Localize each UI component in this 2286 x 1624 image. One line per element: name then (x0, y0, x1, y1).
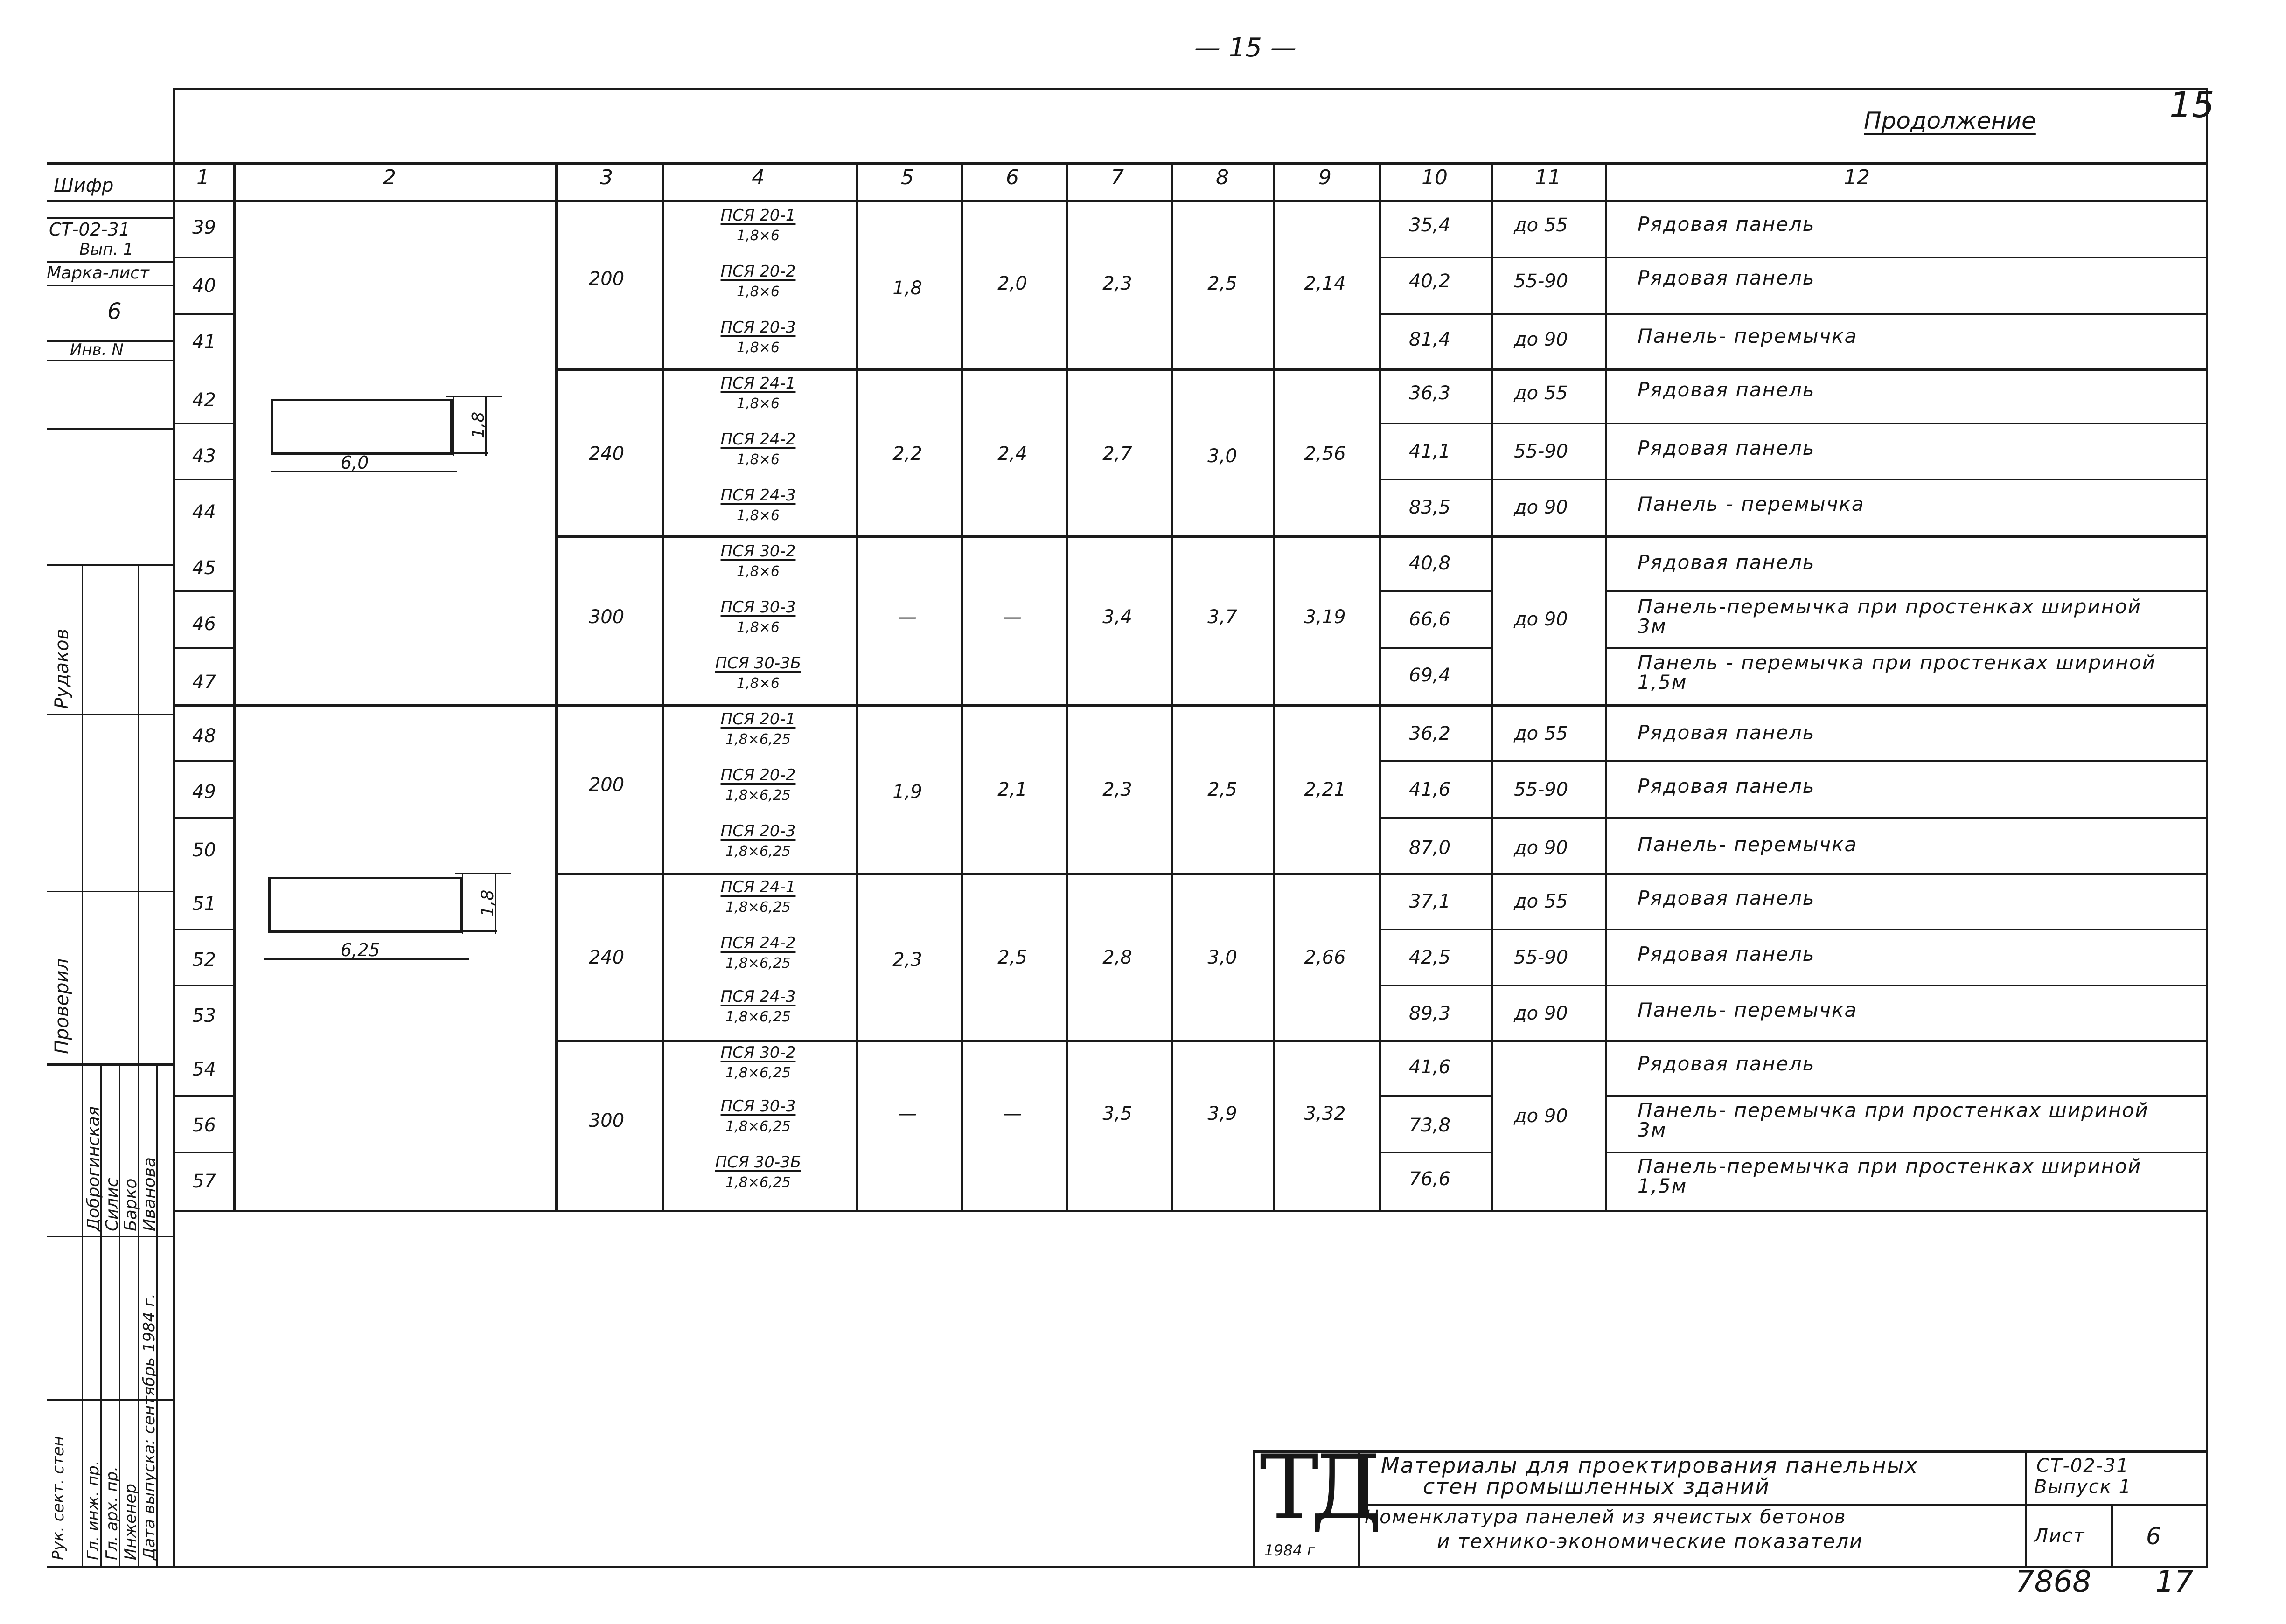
value-c9: 3,32 (1304, 1103, 1346, 1124)
value-c9: 2,56 (1304, 443, 1346, 465)
signature-role: Инженер (121, 1484, 140, 1560)
subtitle-line-2: и технико-экономические показатели (1437, 1530, 1863, 1553)
row-line (173, 479, 233, 480)
row-number: 53 (192, 1005, 216, 1027)
cipher-label: Шифр (54, 175, 114, 196)
panel-weight: 40,2 (1409, 271, 1451, 292)
col-line (662, 162, 664, 1210)
row-line (1379, 479, 2208, 480)
panel-weight: 87,0 (1409, 837, 1451, 859)
wall-range: до 90 (1514, 1003, 1568, 1024)
column-header: 10 (1422, 166, 1448, 189)
panel-weight: 66,6 (1409, 609, 1451, 630)
col-line (1491, 162, 1493, 1210)
column-header: 5 (901, 166, 914, 189)
column-header: 3 (600, 166, 613, 189)
panel-weight: 76,6 (1409, 1168, 1451, 1190)
row-number: 47 (192, 672, 216, 693)
value-c6: — (1003, 1103, 1022, 1124)
company-logo: ТД (1260, 1436, 1374, 1539)
panel-weight: 41,6 (1409, 779, 1451, 800)
row-number: 48 (192, 725, 216, 747)
title-line-1: Материалы для проектирования панельных (1381, 1453, 1918, 1478)
value-c8: 2,5 (1207, 273, 1237, 294)
wall-range: до 90 (1514, 837, 1568, 859)
row-line (1379, 590, 1491, 592)
row-number: 46 (192, 613, 216, 635)
panel-mark: ПСЯ 24-3 1,8×6 (720, 486, 796, 524)
value-c6: 2,4 (997, 443, 1027, 465)
panel-description: Рядовая панель (1638, 943, 1815, 965)
wall-range: до 90 (1514, 497, 1568, 518)
logo-year: 1984 г (1264, 1541, 1315, 1559)
col-line (961, 162, 963, 1210)
value-c9: 3,19 (1304, 606, 1346, 628)
column-header: 4 (752, 166, 765, 189)
frame-left-line (173, 88, 175, 1568)
value-c8: 2,5 (1207, 779, 1237, 800)
col-line (856, 162, 858, 1210)
panel-weight: 69,4 (1409, 665, 1451, 686)
column-header: 12 (1844, 166, 1870, 189)
row-number: 57 (192, 1171, 216, 1192)
col-line (1171, 162, 1173, 1210)
value-c7: 2,7 (1102, 443, 1132, 465)
panel-mark: ПСЯ 20-2 1,8×6 (720, 262, 796, 300)
frame-bottom-line (47, 1566, 2208, 1568)
wall-range: до 55 (1514, 215, 1568, 236)
value-c8: 3,7 (1207, 606, 1237, 628)
value-c5: 1,8 (892, 278, 922, 299)
row-line (173, 313, 233, 315)
panel-weight: 83,5 (1409, 497, 1451, 518)
row-number: 45 (192, 557, 216, 579)
panel-description: Панель- перемычка (1638, 325, 1858, 347)
value-c7: 3,4 (1102, 606, 1132, 628)
row-line (1605, 1152, 2208, 1153)
row-number: 51 (192, 893, 216, 915)
panel-weight: 41,1 (1409, 441, 1451, 462)
row-number: 54 (192, 1059, 216, 1080)
panel-description: Рядовая панель (1638, 887, 1815, 909)
value-c5: — (898, 1103, 917, 1124)
panel-mark: ПСЯ 24-2 1,8×6 (720, 430, 796, 468)
sheet-corner-number: 15 (2169, 84, 2215, 125)
panel-description: Панель - перемычка (1638, 493, 1865, 515)
document-code: СТ-02-31 (2036, 1455, 2130, 1477)
panel-mark: ПСЯ 30-2 1,8×6 (720, 542, 796, 580)
panel-description: Рядовая панель (1638, 721, 1815, 744)
row-line (1379, 929, 2208, 930)
panel-description: Панель- перемычка при простенках шириной 3м (1638, 1099, 2149, 1141)
column-header: 1 (196, 166, 209, 189)
row-line (1605, 590, 2208, 592)
row-line (173, 590, 233, 592)
wall-thickness: 300 (588, 606, 625, 628)
row-line (173, 647, 233, 649)
row-line (1379, 985, 2208, 986)
panel-description: Рядовая панель (1638, 1052, 1815, 1075)
panel-width-label: 6,0 (341, 452, 369, 473)
panel-description: Рядовая панель (1638, 213, 1815, 236)
sheet-label: Лист (2034, 1525, 2085, 1547)
wall-range: 55-90 (1514, 779, 1568, 800)
value-c5: 2,2 (892, 443, 922, 465)
column-header: 6 (1006, 166, 1019, 189)
row-number: 49 (192, 781, 216, 803)
panel-mark: ПСЯ 30-3 1,8×6 (720, 598, 796, 636)
panel-description: Рядовая панель (1638, 437, 1815, 459)
document-issue: Выпуск 1 (2034, 1476, 2132, 1498)
row-line (1379, 1152, 1491, 1153)
value-c7: 2,3 (1102, 779, 1132, 800)
signature-name: Иванова (140, 1157, 159, 1231)
sheet-value: 6 (2146, 1523, 2162, 1550)
wall-range: 55-90 (1514, 947, 1568, 968)
panel-width-label: 6,25 (341, 940, 380, 960)
panel-weight: 40,8 (1409, 553, 1451, 574)
continuation-label: Продолжение (1864, 107, 2036, 134)
wall-thickness: 240 (588, 947, 625, 968)
panel-mark: ПСЯ 24-3 1,8×6,25 (720, 987, 796, 1025)
value-c8: 3,0 (1207, 445, 1237, 467)
panel-description: Рядовая панель (1638, 551, 1815, 574)
row-number: 40 (192, 275, 216, 297)
panel-weight: 37,1 (1409, 891, 1451, 912)
page-number: — 15 — (1194, 33, 1296, 63)
value-c5: — (898, 606, 917, 628)
group-line (173, 704, 2208, 707)
row-line (1379, 313, 2208, 315)
row-line (1379, 817, 2208, 819)
mark-sheet-value: 6 (107, 298, 122, 325)
group-line (555, 368, 2208, 371)
col-line (1066, 162, 1068, 1210)
col-line (1379, 162, 1381, 1210)
value-c5: 1,9 (892, 781, 922, 803)
signature-role: Гл. инж. пр. (84, 1460, 103, 1560)
column-header: 2 (383, 166, 396, 189)
panel-mark: ПСЯ 30-3Б 1,8×6 (715, 654, 801, 692)
panel-mark: ПСЯ 24-2 1,8×6,25 (720, 934, 796, 972)
column-header: 7 (1111, 166, 1124, 189)
wall-thickness: 200 (588, 268, 625, 290)
col-line (1605, 162, 1607, 1210)
value-c6: 2,0 (997, 273, 1027, 294)
panel-weight: 73,8 (1409, 1115, 1451, 1136)
panel-weight: 36,2 (1409, 723, 1451, 744)
row-line (173, 1095, 233, 1097)
panel-description: Панель- перемычка (1638, 833, 1858, 856)
col-line (233, 162, 236, 1210)
value-c8: 3,0 (1207, 947, 1237, 968)
column-header: 8 (1216, 166, 1229, 189)
value-c6: 2,1 (997, 779, 1027, 800)
signature-name: Силис (103, 1178, 122, 1231)
panel-height-label: 1,8 (478, 889, 497, 916)
row-line (173, 985, 233, 986)
subtitle-line-1: Номенклатура панелей из ячеистых бетонов (1365, 1506, 1847, 1528)
signature-name: Доброгинская (84, 1106, 103, 1231)
wall-range: до 55 (1514, 891, 1568, 912)
wall-thickness: 200 (588, 774, 625, 796)
wall-range: 55-90 (1514, 271, 1568, 292)
issue-number: Вып. 1 (79, 240, 133, 259)
panel-mark: ПСЯ 30-3Б 1,8×6,25 (715, 1153, 801, 1191)
wall-range: до 90 (1514, 1105, 1568, 1127)
column-header: 11 (1535, 166, 1561, 189)
row-line (1605, 647, 2208, 649)
cipher-value: СТ-02-31 (49, 219, 130, 240)
row-number: 44 (192, 501, 216, 523)
row-line (173, 1152, 233, 1153)
frame-top-line (174, 88, 2208, 90)
value-c9: 2,21 (1304, 779, 1346, 800)
panel-weight: 89,3 (1409, 1003, 1451, 1024)
row-number: 42 (192, 389, 216, 411)
row-number: 56 (192, 1115, 216, 1136)
value-c6: — (1003, 606, 1022, 628)
row-line (173, 257, 233, 258)
signature-role: Рук. сект. стен (49, 1436, 68, 1560)
row-line (1379, 760, 2208, 762)
panel-weight: 81,4 (1409, 329, 1451, 350)
row-number: 39 (192, 217, 216, 238)
row-number: 50 (192, 840, 216, 861)
panel-mark: ПСЯ 20-3 1,8×6 (720, 318, 796, 356)
value-c6: 2,5 (997, 947, 1027, 968)
row-line (1379, 647, 1491, 649)
wall-thickness: 240 (588, 443, 625, 465)
value-c7: 2,3 (1102, 273, 1132, 294)
row-line (173, 760, 233, 762)
row-line (1379, 257, 2208, 258)
row-line (1379, 1095, 1491, 1097)
row-number: 52 (192, 949, 216, 971)
col-line (555, 162, 558, 1210)
archive-number: 7868 (2015, 1565, 2091, 1599)
panel-mark: ПСЯ 20-3 1,8×6,25 (720, 822, 796, 860)
panel-mark: ПСЯ 20-1 1,8×6,25 (720, 710, 796, 748)
signature-name: Рудаков (51, 628, 73, 709)
wall-range: до 55 (1514, 723, 1568, 744)
mark-sheet-label: Марка-лист (47, 264, 149, 283)
panel-description: Панель-перемычка при простенках шириной 3м (1638, 595, 2142, 638)
value-c9: 2,66 (1304, 947, 1346, 968)
wall-thickness: 300 (588, 1110, 625, 1131)
row-line (173, 817, 233, 819)
row-line (173, 929, 233, 930)
value-c7: 3,5 (1102, 1103, 1132, 1124)
signature-name: Проверил (51, 958, 73, 1054)
value-c9: 2,14 (1304, 273, 1346, 294)
panel-weight: 41,6 (1409, 1056, 1451, 1078)
panel-description: Рядовая панель (1638, 378, 1815, 401)
inv-label: Инв. N (70, 340, 124, 359)
panel-description: Рядовая панель (1638, 775, 1815, 798)
title-line-2: стен промышленных зданий (1423, 1474, 1770, 1499)
panel-mark: ПСЯ 30-3 1,8×6,25 (720, 1097, 796, 1135)
panel-mark: ПСЯ 24-1 1,8×6 (720, 374, 796, 412)
panel-weight: 35,4 (1409, 215, 1451, 236)
signature-role: Дата выпуска: сентябрь 1984 г. (140, 1293, 159, 1560)
panel-description: Панель- перемычка (1638, 999, 1858, 1021)
table-bottom (173, 1210, 2208, 1212)
value-c7: 2,8 (1102, 947, 1132, 968)
wall-range: 55-90 (1514, 441, 1568, 462)
wall-range: до 90 (1514, 329, 1568, 350)
panel-mark: ПСЯ 20-2 1,8×6,25 (720, 766, 796, 804)
row-line (1379, 423, 2208, 424)
table-header-bottom (47, 200, 2208, 202)
panel-mark: ПСЯ 30-2 1,8×6,25 (720, 1043, 796, 1081)
panel-description: Панель-перемычка при простенках шириной 1,5м (1638, 1155, 2142, 1197)
table-header-top (47, 162, 2208, 165)
panel-mark: ПСЯ 20-1 1,8×6 (720, 206, 796, 244)
row-line (173, 423, 233, 424)
panel-height-label: 1,8 (469, 411, 488, 438)
wall-range: до 55 (1514, 382, 1568, 404)
page-counter: 17 (2155, 1565, 2194, 1599)
panel-weight: 42,5 (1409, 947, 1451, 968)
value-c5: 2,3 (892, 949, 922, 971)
row-number: 43 (192, 445, 216, 467)
panel-mark: ПСЯ 24-1 1,8×6,25 (720, 878, 796, 916)
frame-right-line (2206, 88, 2208, 1568)
wall-range: до 90 (1514, 609, 1568, 630)
panel-description: Рядовая панель (1638, 266, 1815, 289)
signature-role: Гл. арх. пр. (103, 1466, 121, 1560)
row-number: 41 (192, 331, 216, 353)
group-line (555, 1040, 2208, 1042)
group-line (555, 873, 2208, 875)
column-header: 9 (1318, 166, 1331, 189)
panel-weight: 36,3 (1409, 382, 1451, 404)
group-line (555, 535, 2208, 538)
col-line (1273, 162, 1275, 1210)
signature-name: Барко (121, 1178, 140, 1231)
row-line (1605, 1095, 2208, 1097)
panel-description: Панель - перемычка при простенках шириной 1,5м (1638, 651, 2156, 694)
value-c8: 3,9 (1207, 1103, 1237, 1124)
